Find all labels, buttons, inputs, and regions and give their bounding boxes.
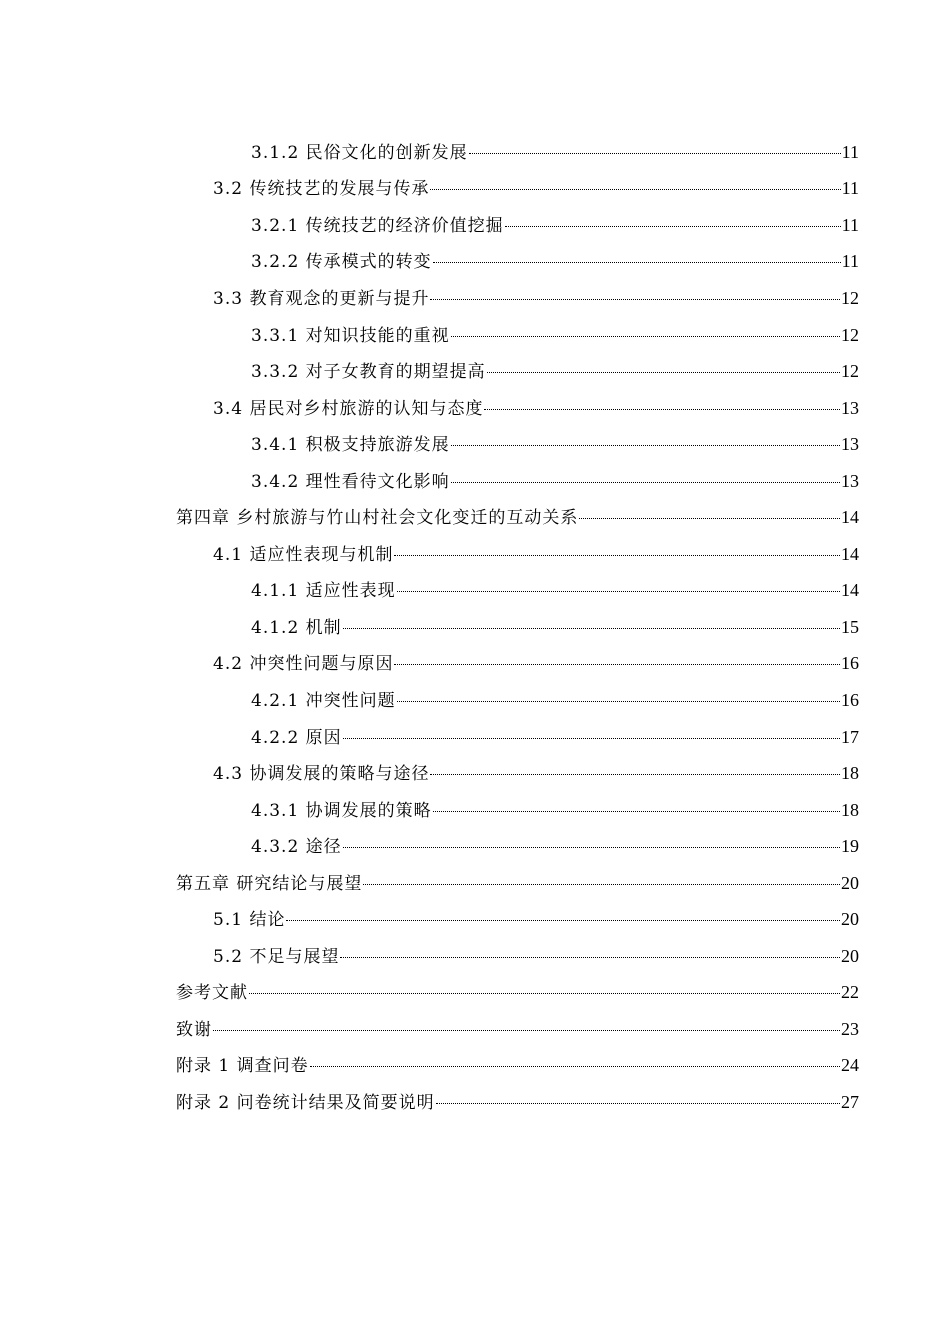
toc-page-number: 22	[841, 982, 859, 1003]
toc-page-number: 12	[841, 361, 859, 382]
toc-entry-title: 4.3.2 途径	[251, 837, 342, 858]
toc-entry[interactable]	[0, 1009, 950, 1046]
toc-entry[interactable]	[0, 169, 950, 206]
toc-page-number: 20	[841, 872, 859, 893]
toc-dot-leader	[343, 847, 840, 848]
toc-dot-leader	[505, 226, 841, 227]
toc-dot-leader	[487, 372, 840, 373]
toc-entry-title: 3.4.2 理性看待文化影响	[251, 471, 450, 492]
toc-dot-leader	[433, 262, 841, 263]
toc-entry[interactable]	[0, 936, 950, 973]
toc-entry-title: 3.3.2 对子女教育的期望提高	[251, 362, 486, 383]
toc-entry[interactable]	[0, 680, 950, 717]
toc-entry[interactable]	[0, 899, 950, 936]
toc-entry-title: 4.1.1 适应性表现	[251, 581, 396, 602]
toc-dot-leader	[397, 591, 840, 592]
table-of-contents	[0, 132, 950, 1119]
toc-dot-leader	[286, 920, 840, 921]
toc-entry-title: 3.2.1 传统技艺的经济价值挖掘	[251, 215, 504, 236]
toc-entry[interactable]	[0, 388, 950, 425]
toc-dot-leader	[394, 664, 840, 665]
toc-entry[interactable]	[0, 497, 950, 534]
toc-entry[interactable]	[0, 242, 950, 279]
toc-entry-title: 附录 1 调查问卷	[176, 1056, 309, 1077]
toc-page-number: 16	[841, 689, 859, 710]
toc-entry[interactable]	[0, 315, 950, 352]
toc-page-number: 17	[841, 726, 859, 747]
toc-page-number: 13	[841, 397, 859, 418]
toc-entry-title: 3.1.2 民俗文化的创新发展	[251, 142, 468, 163]
toc-page-number: 13	[841, 470, 859, 491]
toc-page-number: 11	[841, 178, 859, 199]
toc-page-number: 14	[841, 543, 859, 564]
toc-page-number: 23	[841, 1018, 859, 1039]
toc-dot-leader	[430, 299, 840, 300]
toc-page-number: 19	[841, 836, 859, 857]
toc-entry-title: 4.2 冲突性问题与原因	[213, 654, 394, 675]
toc-dot-leader	[451, 482, 840, 483]
toc-page-number: 15	[841, 616, 859, 637]
toc-dot-leader	[310, 1066, 840, 1067]
toc-entry[interactable]	[0, 717, 950, 754]
toc-dot-leader	[436, 1103, 840, 1104]
toc-dot-leader	[469, 153, 841, 154]
toc-entry[interactable]	[0, 607, 950, 644]
toc-page-number: 27	[841, 1091, 859, 1112]
toc-dot-leader	[394, 555, 840, 556]
toc-page-number: 12	[841, 287, 859, 308]
toc-page-number: 13	[841, 434, 859, 455]
toc-page-number: 11	[841, 141, 859, 162]
toc-entry-title: 5.2 不足与展望	[213, 946, 340, 967]
toc-entry-title: 参考文献	[176, 983, 248, 1004]
toc-entry[interactable]	[0, 461, 950, 498]
toc-entry[interactable]	[0, 132, 950, 169]
toc-entry[interactable]	[0, 973, 950, 1010]
toc-entry[interactable]	[0, 1046, 950, 1083]
toc-entry[interactable]	[0, 534, 950, 571]
toc-dot-leader	[340, 957, 840, 958]
toc-entry[interactable]	[0, 351, 950, 388]
toc-entry[interactable]	[0, 1082, 950, 1119]
toc-dot-leader	[213, 1030, 840, 1031]
toc-entry-title: 致谢	[176, 1019, 212, 1040]
toc-entry[interactable]	[0, 424, 950, 461]
toc-dot-leader	[363, 884, 840, 885]
toc-page-number: 14	[841, 507, 859, 528]
toc-entry-title: 第四章 乡村旅游与竹山村社会文化变迁的互动关系	[176, 508, 579, 529]
toc-entry-title: 5.1 结论	[213, 910, 286, 931]
toc-dot-leader	[430, 774, 840, 775]
toc-entry[interactable]	[0, 571, 950, 608]
toc-page-number: 11	[841, 251, 859, 272]
toc-entry-title: 4.3.1 协调发展的策略	[251, 800, 432, 821]
toc-entry-title: 4.2.1 冲突性问题	[251, 690, 396, 711]
toc-entry[interactable]	[0, 790, 950, 827]
toc-page-number: 18	[841, 763, 859, 784]
toc-page-number: 24	[841, 1055, 859, 1076]
toc-page-number: 20	[841, 909, 859, 930]
toc-entry-title: 4.2.2 原因	[251, 727, 342, 748]
toc-dot-leader	[343, 628, 840, 629]
toc-entry-title: 3.3 教育观念的更新与提升	[213, 288, 430, 309]
toc-entry-title: 第五章 研究结论与展望	[176, 873, 363, 894]
toc-entry[interactable]	[0, 205, 950, 242]
toc-entry[interactable]	[0, 644, 950, 681]
toc-entry[interactable]	[0, 753, 950, 790]
toc-dot-leader	[433, 811, 840, 812]
toc-entry-title: 3.2.2 传承模式的转变	[251, 252, 432, 273]
toc-entry-title: 3.4.1 积极支持旅游发展	[251, 435, 450, 456]
toc-entry-title: 3.3.1 对知识技能的重视	[251, 325, 450, 346]
toc-entry-title: 3.4 居民对乡村旅游的认知与态度	[213, 398, 484, 419]
toc-dot-leader	[397, 701, 840, 702]
toc-dot-leader	[430, 189, 840, 190]
toc-dot-leader	[484, 409, 840, 410]
toc-dot-leader	[451, 445, 840, 446]
toc-dot-leader	[343, 738, 840, 739]
toc-entry[interactable]	[0, 826, 950, 863]
toc-entry-title: 4.3 协调发展的策略与途径	[213, 764, 430, 785]
toc-page-number: 12	[841, 324, 859, 345]
toc-page-number: 14	[841, 580, 859, 601]
toc-entry-title: 4.1 适应性表现与机制	[213, 544, 394, 565]
toc-entry-title: 4.1.2 机制	[251, 617, 342, 638]
toc-dot-leader	[451, 336, 840, 337]
toc-entry-title: 3.2 传统技艺的发展与传承	[213, 179, 430, 200]
toc-page-number: 11	[841, 214, 859, 235]
toc-entry-title: 附录 2 问卷统计结果及简要说明	[176, 1092, 435, 1113]
toc-page-number: 20	[841, 945, 859, 966]
toc-page-number: 18	[841, 799, 859, 820]
toc-entry[interactable]	[0, 863, 950, 900]
toc-page-number: 16	[841, 653, 859, 674]
toc-entry[interactable]	[0, 278, 950, 315]
toc-dot-leader	[579, 518, 840, 519]
toc-dot-leader	[249, 993, 840, 994]
